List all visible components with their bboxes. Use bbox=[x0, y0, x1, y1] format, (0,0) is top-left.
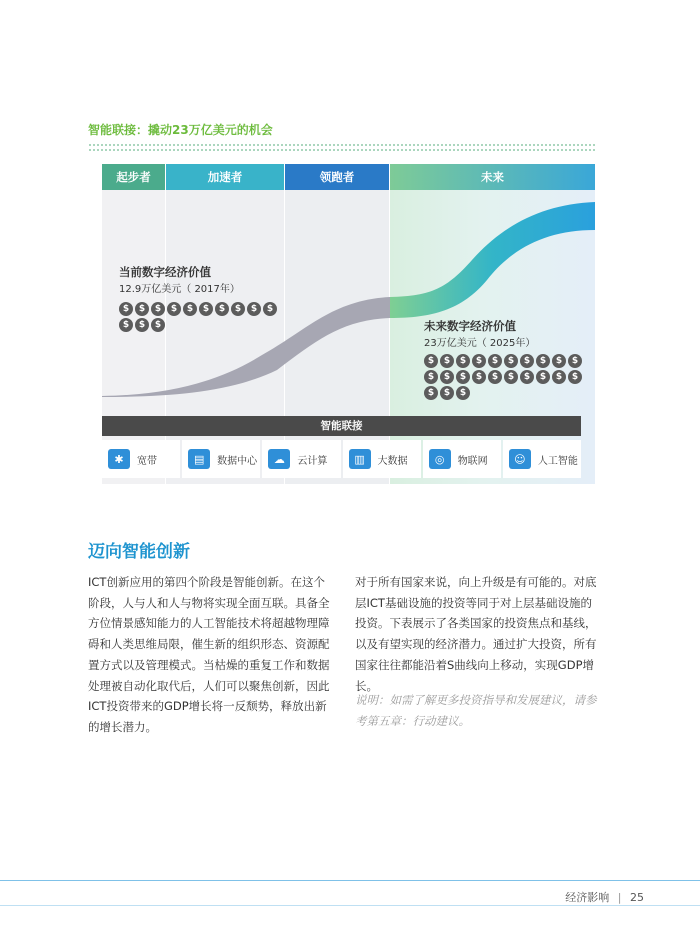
dollar-coin-icon: $ bbox=[456, 370, 470, 384]
footer-separator: | bbox=[617, 891, 622, 904]
broadband-icon: ✱ bbox=[108, 449, 130, 469]
dollar-coin-icon: $ bbox=[568, 370, 582, 384]
big-data-icon: ▥ bbox=[349, 449, 371, 469]
footer-rule bbox=[0, 905, 700, 906]
dollar-coin-icon: $ bbox=[456, 354, 470, 368]
dollar-coin-icon: $ bbox=[263, 302, 277, 316]
body-paragraph-right: 对于所有国家来说，向上升级是有可能的。对底层ICT基础设施的投资等同于对上层基础设施的投资。下表展示了各类国家的投资焦点和基线，以及有望实现的经济潜力。通过扩大投资，所有国家往往都能沿着S曲线向上移动，实现GDP增长。 bbox=[355, 575, 597, 693]
dollar-coin-icon: $ bbox=[151, 318, 165, 332]
dollar-coin-icon: $ bbox=[167, 302, 181, 316]
dollar-coin-icon: $ bbox=[119, 302, 133, 316]
dollar-coin-icon: $ bbox=[504, 354, 518, 368]
body-paragraph-left: ICT创新应用的第四个阶段是智能创新。在这个阶段，人与人和人与物将实现全面互联。具备全方位情景感知能力的人工智能技术将超越物理障碍和人类思维局限，催生新的组织形态、资源配置方式以及管理模式。当枯燥的重复工作和数据处理被自动化取代后，人们可以聚焦创新，因此ICT投资带来的GDP增长将一反颓势，释放出新的增长潜力。 bbox=[88, 575, 330, 734]
dollar-coin-icon: $ bbox=[247, 302, 261, 316]
dollar-coin-icon: $ bbox=[536, 354, 550, 368]
dollar-coin-icon: $ bbox=[135, 302, 149, 316]
dollar-coin-icon: $ bbox=[440, 354, 454, 368]
dollar-coin-icon: $ bbox=[424, 354, 438, 368]
dollar-coin-icon: $ bbox=[424, 386, 438, 400]
dollar-coin-icon: $ bbox=[183, 302, 197, 316]
dotted-rule bbox=[88, 148, 596, 152]
tile-iot bbox=[423, 440, 501, 478]
dollar-coin-icon: $ bbox=[231, 302, 245, 316]
tile-label: 云计算 bbox=[297, 455, 328, 467]
page-number: 25 bbox=[630, 891, 644, 904]
tile-label: 数据中心 bbox=[217, 455, 258, 467]
dollar-coin-icon: $ bbox=[215, 302, 229, 316]
dollar-coin-icon: $ bbox=[199, 302, 213, 316]
current-value-title: 当前数字经济价值 bbox=[119, 265, 211, 279]
dollar-coin-icon: $ bbox=[488, 370, 502, 384]
data-center-icon: ▤ bbox=[188, 449, 210, 469]
dollar-coin-icon: $ bbox=[568, 354, 582, 368]
tile-cloud bbox=[262, 440, 340, 478]
phase-starter: 起步者 bbox=[102, 164, 165, 190]
section-heading: 迈向智能创新 bbox=[88, 542, 190, 562]
dollar-coin-icon: $ bbox=[440, 370, 454, 384]
tile-broadband bbox=[102, 440, 180, 478]
current-coins bbox=[119, 302, 289, 332]
dollar-coin-icon: $ bbox=[424, 370, 438, 384]
future-coins bbox=[424, 354, 589, 400]
footer-section: 经济影响 bbox=[565, 891, 610, 904]
figure-title: 智能联接：撬动23万亿美元的机会 bbox=[88, 123, 273, 137]
dollar-coin-icon: $ bbox=[520, 354, 534, 368]
smart-connectivity-bar: 智能联接 bbox=[102, 416, 581, 436]
dollar-coin-icon: $ bbox=[440, 386, 454, 400]
footer-rule bbox=[0, 880, 700, 881]
cloud-icon: ☁ bbox=[268, 449, 290, 469]
dollar-coin-icon: $ bbox=[119, 318, 133, 332]
future-value-amount: 23万亿美元（ 2025年） bbox=[424, 338, 536, 349]
dollar-coin-icon: $ bbox=[520, 370, 534, 384]
tile-data-center bbox=[182, 440, 260, 478]
tile-label: 宽带 bbox=[137, 455, 157, 467]
footer bbox=[565, 889, 644, 905]
phase-accelerator: 加速者 bbox=[166, 164, 284, 190]
dollar-coin-icon: $ bbox=[552, 370, 566, 384]
tile-label: 物联网 bbox=[457, 455, 488, 467]
ai-icon: ☺ bbox=[509, 449, 531, 469]
phase-future: 未来 bbox=[390, 164, 595, 190]
iot-icon: ◎ bbox=[429, 449, 451, 469]
dollar-coin-icon: $ bbox=[504, 370, 518, 384]
tile-big-data bbox=[343, 440, 421, 478]
tile-ai bbox=[503, 440, 581, 478]
phase-leader: 领跑者 bbox=[285, 164, 389, 190]
dollar-coin-icon: $ bbox=[552, 354, 566, 368]
dollar-coin-icon: $ bbox=[151, 302, 165, 316]
current-value-amount: 12.9万亿美元（ 2017年） bbox=[119, 284, 240, 295]
dotted-rule bbox=[88, 143, 596, 147]
dollar-coin-icon: $ bbox=[536, 370, 550, 384]
dollar-coin-icon: $ bbox=[472, 370, 486, 384]
tile-label: 人工智能 bbox=[537, 455, 578, 467]
future-value-title: 未来数字经济价值 bbox=[424, 319, 516, 333]
technology-tiles bbox=[102, 440, 581, 478]
dollar-coin-icon: $ bbox=[488, 354, 502, 368]
tile-label: 大数据 bbox=[377, 455, 408, 467]
dollar-coin-icon: $ bbox=[456, 386, 470, 400]
dollar-coin-icon: $ bbox=[472, 354, 486, 368]
s-curve-figure bbox=[102, 164, 595, 486]
s-curve-future-band bbox=[390, 202, 595, 318]
note-paragraph: 说明：如需了解更多投资指导和发展建议，请参考第五章：行动建议。 bbox=[355, 693, 597, 728]
dollar-coin-icon: $ bbox=[135, 318, 149, 332]
